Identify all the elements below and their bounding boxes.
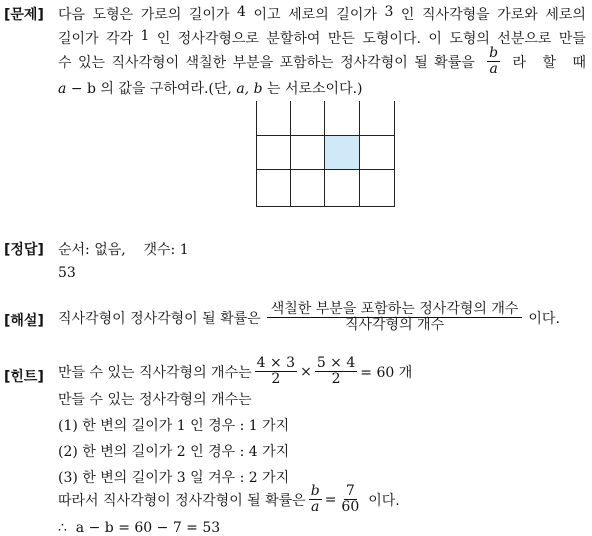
problem-line-4-tail: 는 서로소이다.) bbox=[267, 81, 363, 97]
hint-case-1: (1) 한 변의 길이가 1 인 경우 : 1 가지 bbox=[58, 418, 290, 434]
hint-line-6 bbox=[58, 484, 400, 516]
problem-word: 가로와 bbox=[497, 7, 538, 23]
problem-line-2 bbox=[58, 28, 586, 48]
hint-fraction-7: 7 bbox=[345, 483, 355, 499]
vars-ab: a, b bbox=[236, 81, 263, 97]
problem-word: 도형은 bbox=[92, 7, 134, 23]
explanation-tag: [해설] bbox=[4, 313, 44, 329]
problem-line-4 bbox=[58, 78, 363, 98]
problem-word: 도형의 bbox=[449, 31, 490, 47]
hint-fraction-60: 60 bbox=[341, 499, 360, 516]
problem-word: 1 bbox=[140, 28, 150, 44]
problem-word: 세로의 bbox=[288, 7, 329, 23]
problem-word: 인 bbox=[400, 7, 415, 23]
hint-fraction-ba bbox=[309, 484, 322, 516]
problem-line-3 bbox=[58, 46, 586, 78]
problem-word: 정사각형으로 bbox=[177, 31, 259, 47]
problem-line-3-tail: 라 할 때 bbox=[512, 54, 586, 71]
hint-fraction-1-num: 4 × 3 bbox=[256, 355, 296, 371]
fraction-a: a bbox=[489, 61, 498, 78]
grid-figure bbox=[256, 101, 396, 207]
problem-word: 세로의 bbox=[545, 7, 586, 23]
explanation-denominator: 직사각형의 개수 bbox=[344, 317, 445, 334]
problem-word: 분할하여 bbox=[266, 31, 321, 47]
hint-tag: [힌트] bbox=[4, 369, 44, 385]
hint-fraction-b: b bbox=[310, 483, 320, 499]
explanation-lead: 직사각형이 정사각형이 될 확률은 bbox=[58, 310, 261, 327]
problem-line-1 bbox=[58, 4, 586, 24]
problem-word: 만들 bbox=[558, 31, 586, 47]
problem-word: 3 bbox=[384, 4, 394, 20]
hint-case-3: (3) 한 변의 길이가 3 일 겨우 : 2 가지 bbox=[58, 470, 290, 486]
problem-word: 선분으로 bbox=[497, 31, 552, 47]
explanation-fraction bbox=[267, 302, 523, 334]
hint-fraction-1-den: 2 bbox=[271, 371, 281, 388]
times-sign: × bbox=[300, 363, 312, 380]
problem-word: 4 bbox=[237, 4, 246, 20]
hint-fraction-1 bbox=[255, 356, 297, 388]
problem-word: 직사각형을 bbox=[422, 7, 490, 23]
hint-case-2: (2) 한 변의 길이가 2 인 경우 : 4 가지 bbox=[58, 444, 290, 460]
answer-tag: [정답] bbox=[4, 242, 44, 258]
hint-line-6-tail: 이다. bbox=[368, 492, 400, 509]
equals-sign: = bbox=[324, 491, 337, 508]
hint-fraction-a: a bbox=[311, 499, 320, 516]
hint-line-2: 만들 수 있는 정사각형의 개수는 bbox=[58, 392, 252, 408]
problem-word: 이 bbox=[428, 31, 442, 47]
problem-word: 길이가 bbox=[336, 7, 377, 23]
explanation-tail: 이다. bbox=[528, 310, 560, 327]
hint-fraction-7-60 bbox=[339, 484, 361, 516]
answer-value: 53 bbox=[58, 265, 76, 281]
problem-word: 이고 bbox=[253, 7, 281, 23]
problem-word: 각각 bbox=[106, 31, 134, 47]
problem-tag: [문제] bbox=[4, 7, 44, 23]
problem-word: 길이가 bbox=[188, 7, 230, 23]
hint-fraction-2-num: 5 × 4 bbox=[316, 355, 356, 371]
answer-line-1: 순서: 없음, 갯수: 1 bbox=[58, 242, 189, 258]
problem-word: 다음 bbox=[58, 7, 86, 23]
problem-word: 만든 bbox=[327, 31, 355, 47]
hint-conclusion: ∴ a − b = 60 − 7 = 53 bbox=[58, 520, 221, 536]
problem-word: 가로의 bbox=[140, 7, 182, 23]
problem-word: 인 bbox=[156, 31, 171, 47]
problem-word: 길이가 bbox=[58, 31, 99, 47]
fraction-b: b bbox=[489, 45, 499, 61]
probability-fraction bbox=[487, 46, 500, 78]
problem-line-4-text: − b 의 값을 구하여라.(단, bbox=[70, 81, 232, 97]
explanation-numerator: 색칠한 부분을 포함하는 정사각형의 개수 bbox=[267, 302, 523, 318]
hint-line-1 bbox=[58, 356, 412, 388]
problem-word: 도형이다. bbox=[362, 31, 421, 47]
hint-fraction-2 bbox=[315, 356, 357, 388]
explanation-line bbox=[58, 302, 560, 334]
shaded-cell bbox=[325, 135, 360, 169]
hint-line-1-tail: = 60 개 bbox=[360, 364, 413, 381]
hint-fraction-2-den: 2 bbox=[331, 371, 341, 388]
var-a: a bbox=[58, 81, 67, 97]
problem-line-3-text: 수 있는 직사각형이 색칠한 부분을 포함하는 정사각형이 될 확률을 bbox=[58, 54, 475, 71]
hint-line-1-text: 만들 수 있는 직사각형의 개수는 bbox=[58, 364, 252, 381]
hint-line-6-text: 따라서 직사각형이 정사각형이 될 확률은 bbox=[58, 492, 306, 509]
